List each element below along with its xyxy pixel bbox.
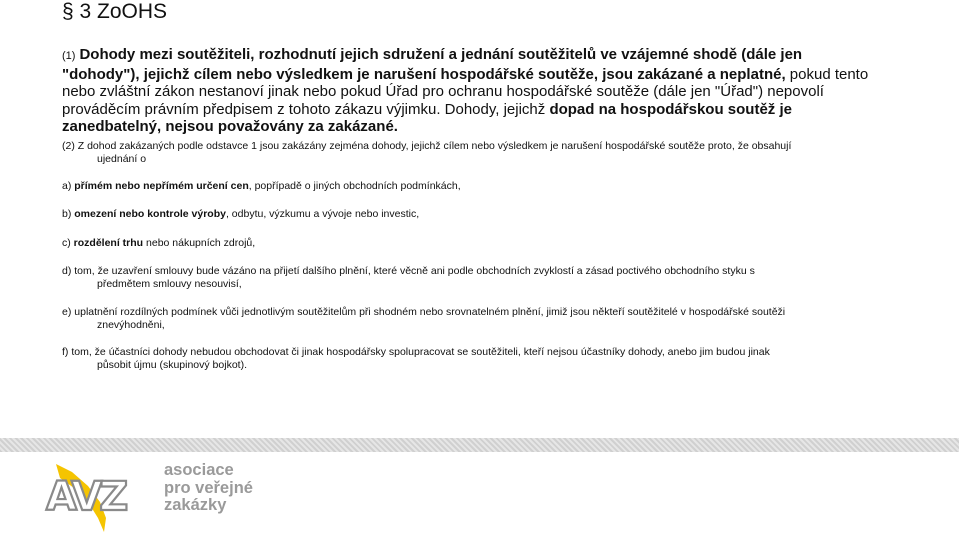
page-title: § 3 ZoOHS [62,0,168,23]
paragraph-1-bold-lead: Dohody mezi soutěžiteli, rozhodnutí jejich sdružení a jednání soutěžitelů ve vzájemné shodě (dále jen "dohody"), jejichž cílem nebo výsledkem je narušení hospodářské soutěže, jsou zakázané a neplatné, [62,46,803,83]
paragraph-2-line-1: (2) Z dohod zakázaných podle odstavce 1 jsou zakázány zejména dohody, jejichž cílem nebo výsledkem je narušení hospodářské soutěže proto, že obsahují [62,140,792,152]
logo-mark: AVZ [46,474,126,520]
avz-logo-icon [44,458,159,536]
list-item-d: d) tom, že uzavření smlouvy bude vázáno na přijetí dalšího plnění, které věcně ani podle obchodních zvyklostí a zásad poctivého obchodního styku s předmětem smlouvy nesouvisí, [62,265,755,290]
paragraph-2 [62,140,902,166]
list-item-a: a) přímém nebo nepřímém určení cen, popřípadě o jiných obchodních podmínkách, [62,180,461,192]
paragraph-2-line-2: ujednání o [97,153,147,165]
list-item-e: e) uplatnění rozdílných podmínek vůči jednotlivým soutěžitelům při shodném nebo srovnatelném plnění, jimiž jsou někteří soutěžitelé v hospodářské soutěži znevýhodněni, [62,306,786,331]
paragraph-1 [62,46,880,136]
paragraph-1-text: pokud tento nebo zvláštní zákon nestanoví jinak nebo pokud Úřad pro ochranu hospodářské soutěže (dále jen "Úřad") nepovolí prováděcím právním předpisem z tohoto zákazu výjimku. Dohody, jejichž [62,65,869,118]
paragraph-1-bold-tail: dopad na hospodářskou soutěž je zanedbatelný, nejsou považovány za zakázané. [62,100,792,135]
list-item-c: c) rozdělení trhu nebo nákupních zdrojů, [62,237,256,249]
logo-text: asociace pro veřejné zakázky [164,461,253,514]
footer-band [0,438,959,452]
list-item-b: b) omezení nebo kontrole výroby, odbytu, výzkumu a vývoje nebo investic, [62,208,420,220]
paragraph-number: (1) [62,50,76,62]
list-item-f: f) tom, že účastníci dohody nebudou obchodovat či jinak hospodářsky spolupracovat se soutěžiteli, kteří nejsou účastníky dohody, anebo jim budou jinak působit újmu (skupinový bojkot). [62,346,770,371]
